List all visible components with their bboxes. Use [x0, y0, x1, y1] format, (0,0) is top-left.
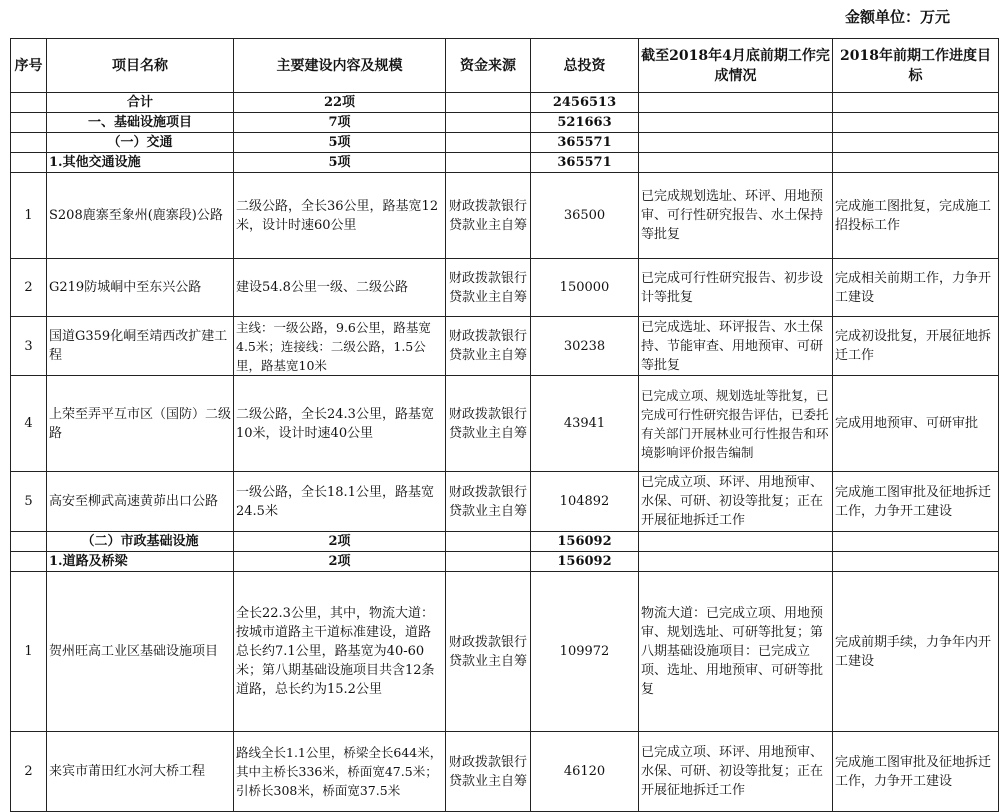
header-cell: 序号	[11, 39, 47, 93]
row-number: 2	[11, 732, 47, 812]
summary-investment: 521663	[531, 113, 639, 133]
header-cell: 资金来源	[446, 39, 531, 93]
project-scale: 二级公路，全长36公里，路基宽12米，设计时速60公里	[234, 173, 446, 259]
summary-scale: 22项	[234, 93, 446, 113]
fund-source: 财政拨款银行贷款业主自筹	[446, 173, 531, 259]
progress-status: 已完成立项、规划选址等批复，已完成可行性研究报告评估，已委托有关部门开展林业可行性报告和环境影响评价报告编制	[639, 376, 833, 472]
progress-status: 已完成可行性研究报告、初步设计等批复	[639, 259, 833, 317]
summary-investment: 2456513	[531, 93, 639, 113]
summary-name: 一、基础设施项目	[47, 113, 234, 133]
summary-row	[11, 113, 999, 133]
row-number: 1	[11, 173, 47, 259]
investment: 30238	[531, 317, 639, 376]
table-row	[11, 572, 999, 732]
project-scale: 路线全长1.1公里，桥梁全长644米，其中主桥长336米，桥面宽47.5米；引桥长308米，桥面宽37.5米	[234, 732, 446, 812]
project-name: 高安至柳武高速黄茆出口公路	[47, 472, 234, 532]
table-row	[11, 732, 999, 812]
project-table	[10, 38, 999, 812]
project-name: 来宾市莆田红水河大桥工程	[47, 732, 234, 812]
progress-status: 已完成规划选址、环评、用地预审、可行性研究报告、水土保持等批复	[639, 173, 833, 259]
project-name: 贺州旺高工业区基础设施项目	[47, 572, 234, 732]
table-row	[11, 472, 999, 532]
fund-source: 财政拨款银行贷款业主自筹	[446, 317, 531, 376]
summary-row	[11, 93, 999, 113]
row-number: 5	[11, 472, 47, 532]
table-row	[11, 317, 999, 376]
project-scale: 全长22.3公里，其中，物流大道：按城市道路主干道标准建设，道路总长约7.1公里，路基宽为40-60米；第八期基础设施项目共含12条道路，总长约为15.2公里	[234, 572, 446, 732]
summary-name: （一）交通	[47, 133, 234, 153]
summary-investment: 365571	[531, 153, 639, 173]
project-name: S208鹿寨至象州(鹿寨段)公路	[47, 173, 234, 259]
summary-name: 合计	[47, 93, 234, 113]
investment: 104892	[531, 472, 639, 532]
project-name: 国道G359化峒至靖西改扩建工程	[47, 317, 234, 376]
fund-source: 财政拨款银行贷款业主自筹	[446, 732, 531, 812]
progress-target: 完成初设批复，开展征地拆迁工作	[833, 317, 999, 376]
progress-status: 已完成选址、环评报告、水土保持、节能审查、用地预审、可研等批复	[639, 317, 833, 376]
row-number: 4	[11, 376, 47, 472]
fund-source: 财政拨款银行贷款业主自筹	[446, 376, 531, 472]
progress-target: 完成用地预审、可研审批	[833, 376, 999, 472]
project-scale: 建设54.8公里一级、二级公路	[234, 259, 446, 317]
header-cell: 2018年前期工作进度目标	[833, 39, 999, 93]
summary-name: 1.道路及桥梁	[47, 552, 234, 572]
investment: 150000	[531, 259, 639, 317]
investment: 36500	[531, 173, 639, 259]
progress-status: 物流大道：已完成立项、用地预审、规划选址、可研等批复；第八期基础设施项目：已完成立项、选址、用地预审、可研等批复	[639, 572, 833, 732]
summary-investment: 156092	[531, 552, 639, 572]
header-cell: 总投资	[531, 39, 639, 93]
progress-target: 完成施工图审批及征地拆迁工作，力争开工建设	[833, 732, 999, 812]
summary-name: 1.其他交通设施	[47, 153, 234, 173]
summary-row	[11, 153, 999, 173]
project-name: G219防城峒中至东兴公路	[47, 259, 234, 317]
summary-scale: 5项	[234, 153, 446, 173]
header-cell: 主要建设内容及规模	[234, 39, 446, 93]
summary-investment: 156092	[531, 532, 639, 552]
header-cell: 项目名称	[47, 39, 234, 93]
summary-name: （二）市政基础设施	[47, 532, 234, 552]
summary-row	[11, 552, 999, 572]
fund-source: 财政拨款银行贷款业主自筹	[446, 472, 531, 532]
summary-scale: 5项	[234, 133, 446, 153]
row-number: 2	[11, 259, 47, 317]
summary-row	[11, 133, 999, 153]
project-scale: 一级公路，全长18.1公里，路基宽24.5米	[234, 472, 446, 532]
progress-status: 已完成立项、环评、用地预审、水保、可研、初设等批复；正在开展征地拆迁工作	[639, 472, 833, 532]
header-row	[11, 39, 999, 93]
fund-source: 财政拨款银行贷款业主自筹	[446, 259, 531, 317]
summary-scale: 7项	[234, 113, 446, 133]
table-row	[11, 173, 999, 259]
project-scale: 主线：一级公路，9.6公里，路基宽4.5米；连接线：二级公路，1.5公里，路基宽10米	[234, 317, 446, 376]
investment: 43941	[531, 376, 639, 472]
table-row	[11, 259, 999, 317]
progress-target: 完成施工图批复，完成施工招投标工作	[833, 173, 999, 259]
investment: 46120	[531, 732, 639, 812]
summary-scale: 2项	[234, 532, 446, 552]
row-number: 1	[11, 572, 47, 732]
progress-target: 完成施工图审批及征地拆迁工作，力争开工建设	[833, 472, 999, 532]
project-scale: 二级公路，全长24.3公里，路基宽10米，设计时速40公里	[234, 376, 446, 472]
summary-scale: 2项	[234, 552, 446, 572]
summary-row	[11, 532, 999, 552]
progress-target: 完成相关前期工作，力争开工建设	[833, 259, 999, 317]
progress-target: 完成前期手续，力争年内开工建设	[833, 572, 999, 732]
summary-investment: 365571	[531, 133, 639, 153]
project-name: 上荣至弄平互市区（国防）二级路	[47, 376, 234, 472]
row-number: 3	[11, 317, 47, 376]
unit-label: 金额单位：万元	[844, 8, 950, 26]
header-cell: 截至2018年4月底前期工作完成情况	[639, 39, 833, 93]
table-row	[11, 376, 999, 472]
progress-status: 已完成立项、环评、用地预审、水保、可研、初设等批复；正在开展征地拆迁工作	[639, 732, 833, 812]
investment: 109972	[531, 572, 639, 732]
fund-source: 财政拨款银行贷款业主自筹	[446, 572, 531, 732]
